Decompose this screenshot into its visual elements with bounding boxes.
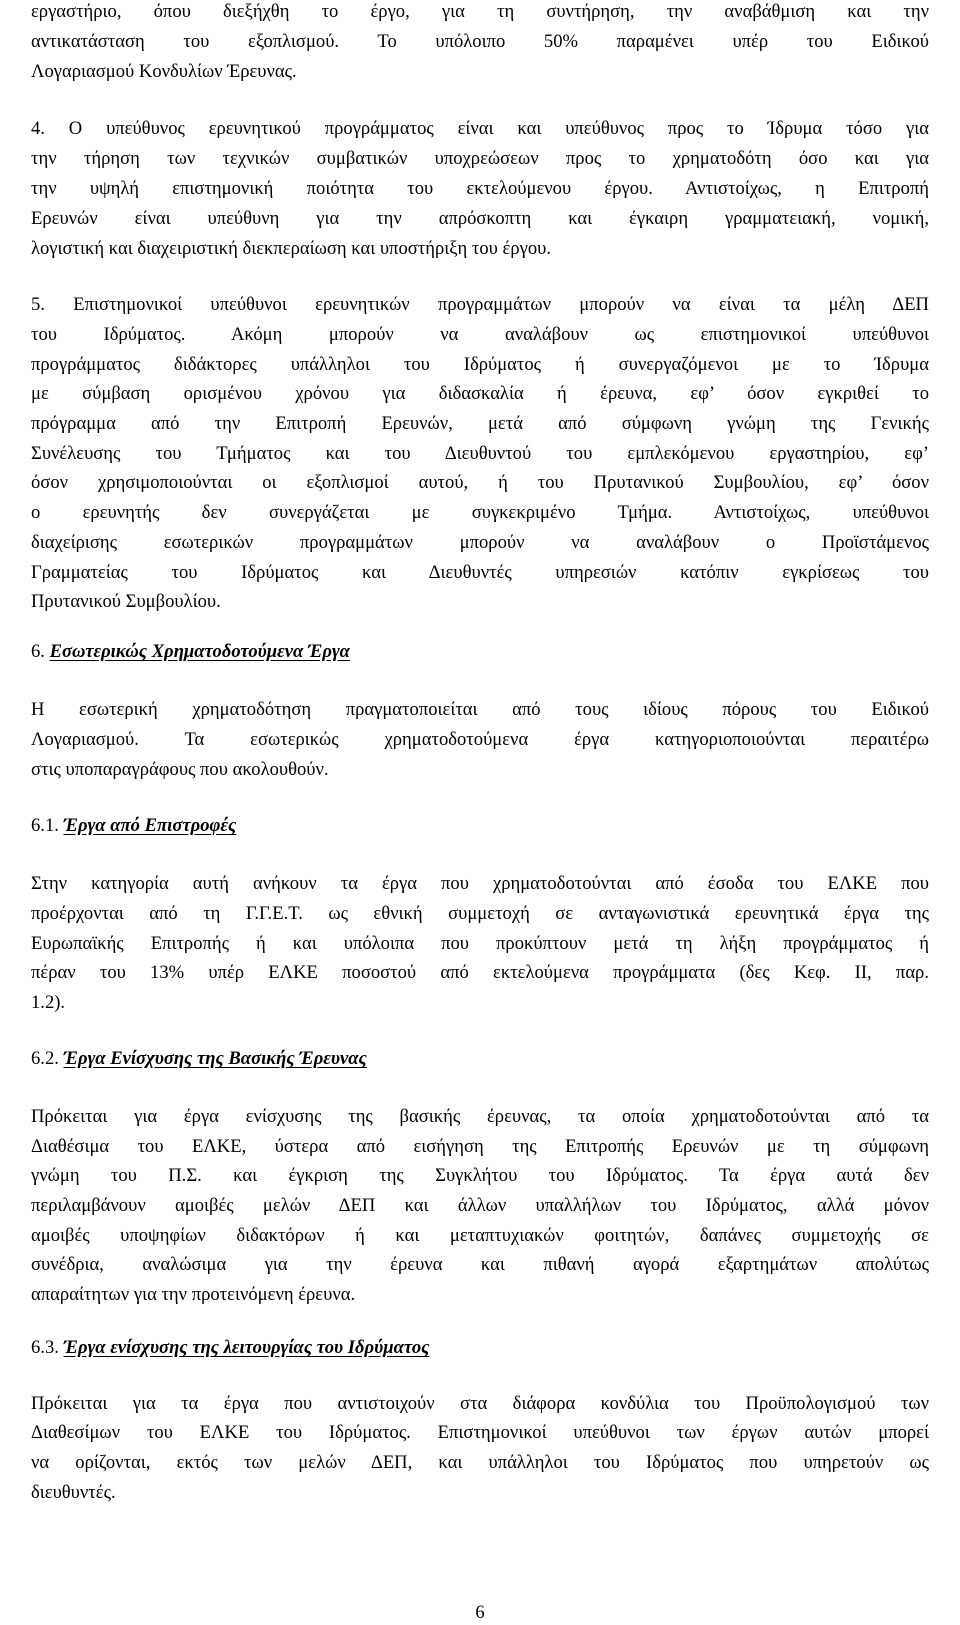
- section-6-2-line: Πρόκειται για έργα ενίσχυσης της βασικής έρευνας, τα οποία χρηματοδοτούνται από τα: [31, 1106, 929, 1127]
- section-6-line: Λογαριασμού. Τα εσωτερικώς χρηματοδοτούμενα έργα κατηγοριοποιούνται περαιτέρω: [31, 729, 929, 750]
- section-6-1-line: προέρχονται από τη Γ.Γ.Ε.Τ. ως εθνική συμμετοχή σε ανταγωνιστικά ερευνητικά έργα της: [31, 903, 929, 924]
- section-6-number: 6.: [31, 641, 45, 662]
- section-6-2-number: 6.2.: [31, 1048, 59, 1069]
- section-6-2-line: αμοιβές υποψηφίων διδακτόρων ή και μεταπτυχιακών φοιτητών, δαπάνες συμμετοχής σε: [31, 1225, 929, 1246]
- section-6-1-heading: [31, 814, 929, 838]
- item5-line: προγράμματος διδάκτορες υπάλληλοι του Ιδρύματος ή συνεργαζόμενοι με το Ίδρυμα: [31, 354, 929, 375]
- section-6-3-line: να ορίζονται, εκτός των μελών ΔΕΠ, και υπάλληλοι του Ιδρύματος που υπηρετούν ως: [31, 1452, 929, 1473]
- section-6-2-title: Έργα Ενίσχυσης της Βασικής Έρευνας: [63, 1048, 367, 1069]
- section-6-1-number: 6.1.: [31, 815, 59, 836]
- item4-line: την τήρηση των τεχνικών συμβατικών υποχρεώσεων προς το χρηματοδότη όσο και για: [31, 148, 929, 169]
- section-6-1-line: Στην κατηγορία αυτή ανήκουν τα έργα που χρηματοδοτούνται από έσοδα του ΕΛΚΕ που: [31, 873, 929, 894]
- section-6-heading: [31, 640, 929, 664]
- item4-line: Ερευνών είναι υπεύθυνη για την απρόσκοπτη και έγκαιρη γραμματειακή, νομική,: [31, 208, 929, 229]
- section-6-1-title: Έργα από Επιστροφές: [63, 815, 237, 836]
- section-6-3-heading: [31, 1336, 929, 1360]
- item5-line: ο ερευνητής δεν συνεργάζεται με συγκεκριμένο Τμήμα. Αντιστοίχως, υπεύθυνοι: [31, 502, 929, 523]
- section-6-title: Εσωτερικώς Χρηματοδοτούμενα Έργα: [49, 641, 350, 662]
- section-6-1-line: Ευρωπαϊκής Επιτροπής ή και υπόλοιπα που προκύπτουν μετά τη λήξη προγράμματος ή: [31, 933, 929, 954]
- section-6-2-line: απαραίτητων για την προτεινόμενη έρευνα.: [31, 1284, 356, 1305]
- item5-line: όσον χρησιμοποιούνται οι εξοπλισμοί αυτού, ή του Πρυτανικού Συμβουλίου, εφ’ όσον: [31, 472, 929, 493]
- section-6-2-line: περιλαμβάνουν αμοιβές μελών ΔΕΠ και άλλων υπαλλήλων του Ιδρύματος, αλλά μόνον: [31, 1195, 929, 1216]
- section-6-2-line: Διαθέσιμα του ΕΛΚΕ, ύστερα από εισήγηση της Επιτροπής Ερευνών με τη σύμφωνη: [31, 1136, 929, 1157]
- item5-line: του Ιδρύματος. Ακόμη μπορούν να αναλάβουν ως επιστημονικοί υπεύθυνοι: [31, 324, 929, 345]
- section-6-3-title: Έργα ενίσχυσης της λειτουργίας του Ιδρύματος: [63, 1337, 430, 1358]
- item4-line: λογιστική και διαχειριστική διεκπεραίωση και υποστήριξη του έργου.: [31, 238, 551, 259]
- intro-line: εργαστήριο, όπου διεξήχθη το έργο, για τη συντήρηση, την αναβάθμιση και την: [31, 1, 929, 22]
- item4-line: 4. Ο υπεύθυνος ερευνητικού προγράμματος είναι και υπεύθυνος προς το Ίδρυμα τόσο για: [31, 118, 929, 139]
- item5-line: Συνέλευσης του Τμήματος και του Διευθυντού του εμπλεκόμενου εργαστηρίου, εφ’: [31, 443, 929, 464]
- item5-line: με σύμβαση ορισμένου χρόνου για διδασκαλία ή έρευνα, εφ’ όσον εγκριθεί το: [31, 383, 929, 404]
- item5-line: πρόγραμμα από την Επιτροπή Ερευνών, μετά από σύμφωνη γνώμη της Γενικής: [31, 413, 929, 434]
- intro-line: Λογαριασμού Κονδυλίων Έρευνας.: [31, 61, 297, 82]
- item5-line: Γραμματείας του Ιδρύματος και Διευθυντές υπηρεσιών κατόπιν εγκρίσεως του: [31, 562, 929, 583]
- page-number: 6: [475, 1602, 485, 1623]
- section-6-3-line: Πρόκειται για τα έργα που αντιστοιχούν στα διάφορα κονδύλια του Προϋπολογισμού των: [31, 1393, 929, 1414]
- item5-line: 5. Επιστημονικοί υπεύθυνοι ερευνητικών προγραμμάτων μπορούν να είναι τα μέλη ΔΕΠ: [31, 294, 929, 315]
- item4-line: την υψηλή επιστημονική ποιότητα του εκτελούμενου έργου. Αντιστοίχως, η Επιτροπή: [31, 178, 929, 199]
- intro-line: αντικατάσταση του εξοπλισμού. Το υπόλοιπο 50% παραμένει υπέρ του Ειδικού: [31, 31, 929, 52]
- item5-line: διαχείρισης εσωτερικών προγραμμάτων μπορούν να αναλάβουν ο Προϊστάμενος: [31, 532, 929, 553]
- item5-line: Πρυτανικού Συμβουλίου.: [31, 591, 221, 612]
- section-6-1-line: 1.2).: [31, 992, 66, 1013]
- section-6-2-line: συνέδρια, αναλώσιμα για την έρευνα και πιθανή αγορά εξαρτημάτων απολύτως: [31, 1254, 929, 1275]
- section-6-1-line: πέραν του 13% υπέρ ΕΛΚΕ ποσοστού από εκτελούμενα προγράμματα (δες Κεφ. ΙΙ, παρ.: [31, 962, 929, 983]
- section-6-2-heading: [31, 1047, 929, 1071]
- section-6-3-line: διευθυντές.: [31, 1482, 116, 1503]
- section-6-2-line: γνώμη του Π.Σ. και έγκριση της Συγκλήτου του Ιδρύματος. Τα έργα αυτά δεν: [31, 1165, 929, 1186]
- section-6-line: στις υποπαραγράφους που ακολουθούν.: [31, 759, 329, 780]
- section-6-3-number: 6.3.: [31, 1337, 59, 1358]
- section-6-line: Η εσωτερική χρηματοδότηση πραγματοποιείται από τους ιδίους πόρους του Ειδικού: [31, 699, 929, 720]
- section-6-3-line: Διαθεσίμων του ΕΛΚΕ του Ιδρύματος. Επιστημονικοί υπεύθυνοι των έργων αυτών μπορεί: [31, 1422, 929, 1443]
